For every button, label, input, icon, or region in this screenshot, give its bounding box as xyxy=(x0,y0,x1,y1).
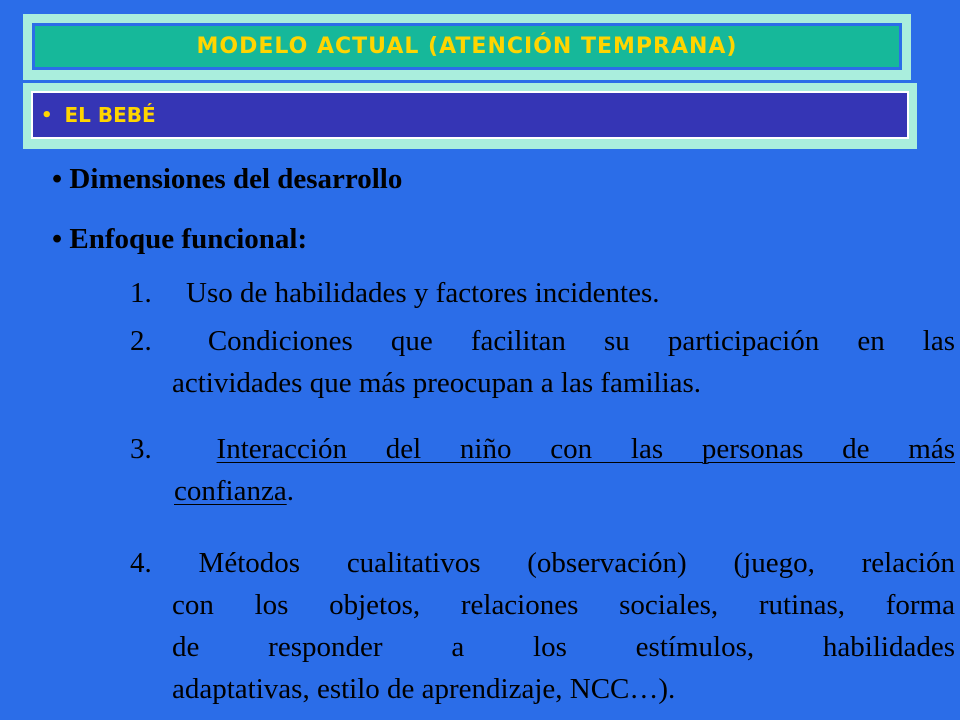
slide-title: MODELO ACTUAL (ATENCIÓN TEMPRANA) xyxy=(196,34,738,59)
bullet-text: Enfoque funcional: xyxy=(69,223,308,255)
item-4-line-3: de responder a los estímulos, habilidades xyxy=(172,631,955,663)
bullet-functional-approach xyxy=(52,218,307,260)
bullet-marker: • xyxy=(52,223,63,255)
item-2-line-1 xyxy=(130,320,955,362)
item-4-line-4: adaptativas, estilo de aprendizaje, NCC…). xyxy=(172,673,676,705)
title-banner-inner xyxy=(32,23,902,70)
item-2 xyxy=(130,320,955,404)
bullet-marker: • xyxy=(52,163,63,195)
subtitle-label: EL BEBÉ xyxy=(64,103,156,127)
item-4-line-1 xyxy=(130,542,955,584)
item-4-line-2: con los objetos, relaciones sociales, rutinas, forma xyxy=(172,589,955,621)
item-3-line-2 xyxy=(130,470,955,512)
subtitle-banner-inner xyxy=(31,91,909,139)
item-2-line-2: actividades que más preocupan a las familias. xyxy=(172,367,702,399)
subtitle-banner xyxy=(23,83,917,149)
item-text: Uso de habilidades y factores incidentes. xyxy=(186,277,660,309)
item-number: 4. xyxy=(130,547,152,579)
item-text-tail: . xyxy=(286,475,294,507)
item-1 xyxy=(130,272,660,314)
item-number: 3. xyxy=(130,433,152,465)
item-text: Métodos cualitativos (observación) (juego, relación xyxy=(198,547,955,579)
item-4 xyxy=(130,542,955,710)
item-number: 1. xyxy=(130,277,152,309)
subtitle-bullet: • xyxy=(41,104,53,126)
item-text-underlined: confianza xyxy=(174,475,287,507)
bullet-text: Dimensiones del desarrollo xyxy=(69,163,403,195)
title-banner xyxy=(23,14,911,80)
item-3 xyxy=(130,428,955,512)
item-text-underlined: Interacción del niño con las personas de más xyxy=(216,433,956,465)
item-number: 2. xyxy=(130,325,152,357)
item-text: Condiciones que facilitan su participación en las xyxy=(207,325,955,357)
bullet-dimensions xyxy=(52,158,402,200)
item-3-line-1 xyxy=(130,428,955,470)
